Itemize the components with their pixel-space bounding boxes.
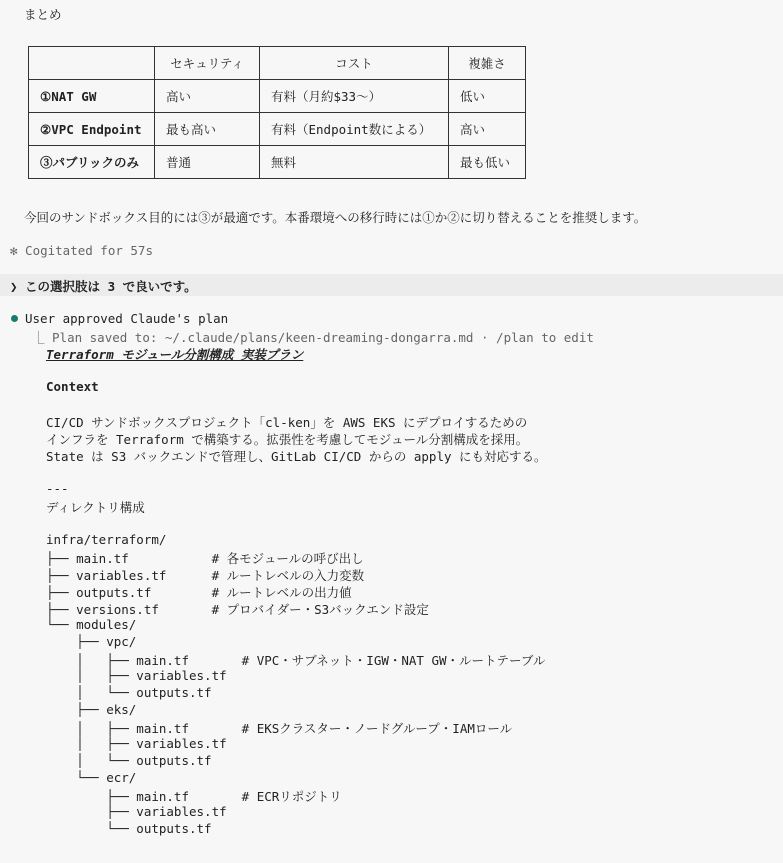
table-header-cell: 複雑さ — [449, 47, 526, 80]
summary-title: まとめ — [24, 7, 62, 22]
table-cell: 高い — [155, 80, 260, 113]
table-header-cell — [29, 47, 155, 80]
table-cell: ②VPC Endpoint — [29, 113, 155, 146]
context-line: CI/CD サンドボックスプロジェクト「cl-ken」を AWS EKS にデプロイするための — [46, 415, 528, 430]
table-row — [29, 146, 526, 179]
directory-heading: ディレクトリ構成 — [46, 500, 145, 515]
user-prompt-text: ❯ この選択肢は 3 で良いです。 — [10, 279, 197, 294]
plan-saved-path: ⎿ Plan saved to: ~/.claude/plans/keen-dreaming-dongarra.md · /plan to edit — [32, 330, 594, 345]
tree-line: infra/terraform/ — [46, 532, 167, 547]
horizontal-rule: --- — [46, 481, 69, 496]
tree-line: ├── main.tf # 各モジュールの呼び出し — [46, 551, 364, 566]
tree-line: ├── outputs.tf # ルートレベルの出力値 — [46, 585, 352, 600]
tree-line: │ ├── main.tf # EKSクラスター・ノードグループ・IAMロール — [46, 721, 513, 736]
table-header-cell: コスト — [260, 47, 449, 80]
tree-line: └── outputs.tf — [46, 821, 212, 836]
recommendation-text: 今回のサンドボックス目的には③が最適です。本番環境への移行時には①か②に切り替えることを推奨します。 — [24, 210, 647, 225]
context-line: State は S3 バックエンドで管理し、GitLab CI/CD からの apply にも対応する。 — [46, 449, 547, 464]
tree-line: │ ├── main.tf # VPC・サブネット・IGW・NAT GW・ルートテーブル — [46, 653, 546, 668]
tree-line: │ ├── variables.tf — [46, 736, 227, 751]
table-row — [29, 80, 526, 113]
tree-line: ├── versions.tf # プロバイダー・S3バックエンド設定 — [46, 602, 429, 617]
plan-title: Terraform モジュール分割構成 実装プラン — [46, 347, 304, 362]
approval-message: User approved Claude's plan — [25, 311, 229, 326]
table-cell: 普通 — [155, 146, 260, 179]
table-header-cell: セキュリティ — [155, 47, 260, 80]
tree-line: ├── variables.tf # ルートレベルの入力変数 — [46, 568, 365, 583]
tree-line: │ ├── variables.tf — [46, 668, 227, 683]
table-cell: 無料 — [260, 146, 449, 179]
tree-line: ├── vpc/ — [46, 634, 137, 649]
table-cell: 有料（Endpoint数による） — [260, 113, 449, 146]
tree-line: ├── eks/ — [46, 702, 137, 717]
tree-line: ├── variables.tf — [46, 804, 227, 819]
table-cell: 低い — [449, 80, 526, 113]
table-cell: 高い — [449, 113, 526, 146]
tree-line: ├── main.tf # ECRリポジトリ — [46, 789, 342, 804]
table-cell: ③パブリックのみ — [29, 146, 155, 179]
tree-line: └── ecr/ — [46, 770, 137, 785]
cogitated-status: ✻ Cogitated for 57s — [10, 243, 153, 258]
user-prompt-row — [0, 274, 783, 296]
table-header-row — [29, 47, 526, 80]
table-cell: 最も低い — [449, 146, 526, 179]
tree-line: └── modules/ — [46, 617, 137, 632]
context-heading: Context — [46, 379, 99, 394]
table-cell: ①NAT GW — [29, 80, 155, 113]
table-cell: 最も高い — [155, 113, 260, 146]
comparison-table — [28, 46, 526, 179]
tree-line: │ └── outputs.tf — [46, 685, 212, 700]
status-bullet-icon — [11, 315, 18, 322]
context-line: インフラを Terraform で構築する。拡張性を考慮してモジュール分割構成を採用。 — [46, 432, 529, 447]
tree-line: │ └── outputs.tf — [46, 753, 212, 768]
table-cell: 有料（月約$33〜） — [260, 80, 449, 113]
table-row — [29, 113, 526, 146]
